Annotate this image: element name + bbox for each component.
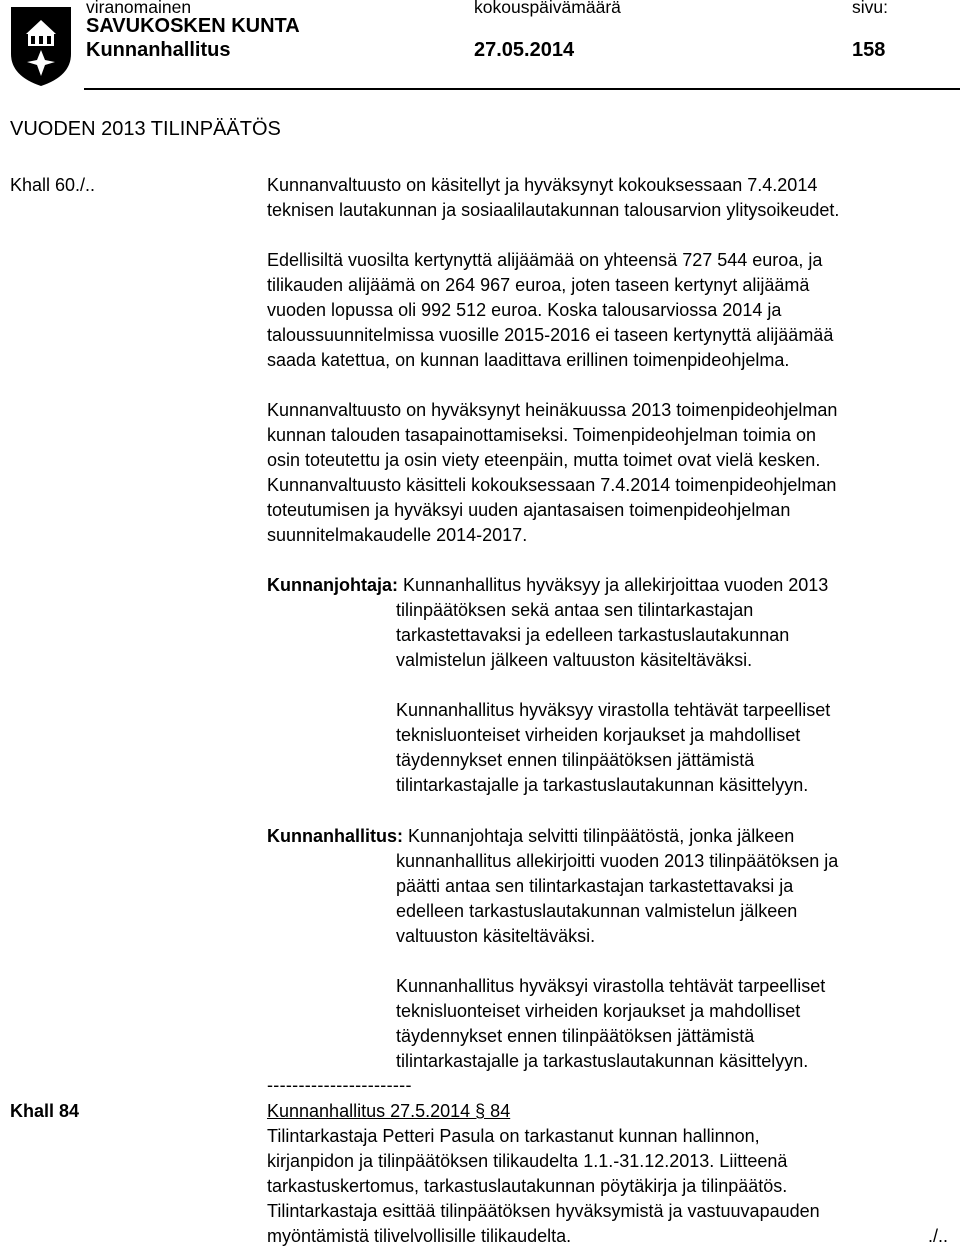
text-line: kunnanhallitus allekirjoitti vuoden 2013 tilinpäätöksen ja [396,851,839,871]
section-divider: ----------------------- [267,1075,412,1095]
header-label-viranomainen: viranomainen [86,0,192,17]
text-line: Kunnanhallitus hyväksyi virastolla tehtävät tarpeelliset [396,976,826,996]
text-line: tarkastuskertomus, tarkastuslautakunnan pöytäkirja ja tilinpäätös. [267,1176,788,1196]
kunnanjohtaja-proposal-first-line [267,573,828,598]
kunnanhallitus-decision-corrections [396,974,956,1074]
text-line: tilintarkastajalle ja tarkastuslautakunnan käsittelyyn. [396,1051,809,1071]
text-line: toteutumisen ja hyväksyi uuden ajantasaisen toimenpideohjelman [267,500,791,520]
municipality-coat-of-arms [8,4,74,88]
text-line: Tilintarkastaja Petteri Pasula on tarkastanut kunnan hallinnon, [267,1126,760,1146]
text-line: teknisluonteiset virheiden korjaukset ja mahdolliset [396,1001,801,1021]
meeting-date: 27.05.2014 [474,39,575,61]
khall60-text [267,173,957,223]
text-line: Kunnanvaltuusto käsitteli kokouksessaan 7.4.2014 toimenpideohjelman [267,475,837,495]
text-line: tarkastettavaksi ja edelleen tarkastuslautakunnan [396,625,790,645]
kunnanjohtaja-proposal [396,598,956,673]
text-line: teknisen lautakunnan ja sosiaalilautakunnan talousarvion ylitysoikeudet. [267,200,840,220]
header-divider [84,88,960,90]
text-line: edelleen tarkastuslautakunnan valmistelun jälkeen [396,901,798,921]
text-line: saada katettua, on kunnan laadittava erillinen toimenpideohjelma. [267,350,790,370]
continues-marker: ./.. [928,1226,949,1246]
text-line: valmistelun jälkeen valtuuston käsiteltäväksi. [396,650,753,670]
section-title: VUODEN 2013 TILINPÄÄTÖS [10,118,281,140]
text-line: Tilintarkastaja esittää tilinpäätöksen hyväksymistä ja vastuuvapauden [267,1201,820,1221]
page-number: 158 [852,39,886,61]
paragraph-action-plan [267,398,957,548]
text-line: tilinpäätöksen sekä antaa sen tilintarkastajan [396,600,754,620]
text-line: Kunnanvaltuusto on hyväksynyt heinäkuussa 2013 toimenpideohjelman [267,400,838,420]
text-line: Edellisiltä vuosilta kertynyttä alijäämää on yhteensä 727 544 euroa, ja [267,250,823,270]
text-line: Kunnanvaltuusto on käsitellyt ja hyväksynyt kokouksessaan 7.4.2014 [267,175,818,195]
text-line: päätti antaa sen tilintarkastajan tarkastettavaksi ja [396,876,794,896]
text-line: kirjanpidon ja tilinpäätöksen tilikaudelta 1.1.-31.12.2013. Liitteenä [267,1151,788,1171]
paragraph-deficit [267,248,957,373]
text-line: täydennykset ennen tilinpäätöksen jättämistä [396,750,755,770]
kunnanjohtaja-label: Kunnanjohtaja: [267,575,398,595]
kunnanhallitus-decision [396,849,956,949]
khall84-heading: Kunnanhallitus 27.5.2014 § 84 [267,1101,511,1121]
text-line: täydennykset ennen tilinpäätöksen jättämistä [396,1026,755,1046]
text-line: valtuuston käsiteltäväksi. [396,926,596,946]
header-label-sivu: sivu: [852,0,888,17]
text-line: Kunnanjohtaja selvitti tilinpäätöstä, jonka jälkeen [408,826,795,846]
text-line: Kunnanhallitus hyväksyy ja allekirjoittaa vuoden 2013 [403,575,829,595]
kunnanhallitus-decision-first-line [267,824,794,849]
text-line: tilikauden alijäämä on 264 967 euroa, joten taseen kertynyt alijäämä [267,275,810,295]
kunnanhallitus-label: Kunnanhallitus: [267,826,403,846]
text-line: kunnan talouden tasapainottamiseksi. Toimenpideohjelman toimia on [267,425,817,445]
text-line: Kunnanhallitus hyväksyy virastolla tehtävät tarpeelliset [396,700,831,720]
organization-name: SAVUKOSKEN KUNTA [86,15,300,37]
text-line: osin toteutettu ja osin viety eteenpäin, mutta toimet ovat vielä kesken. [267,450,821,470]
kunnanjohtaja-proposal-corrections [396,698,956,798]
text-line: taloussuunnitelmissa vuosille 2015-2016 ei taseen kertynyttä alijäämää [267,325,834,345]
text-line: teknisluonteiset virheiden korjaukset ja mahdolliset [396,725,801,745]
text-line: suunnitelmakaudelle 2014-2017. [267,525,528,545]
header-label-kokouspaivamaara: kokouspäivämäärä [474,0,621,17]
khall84-reference: Khall 84 [10,1101,80,1121]
text-line: tilintarkastajalle ja tarkastuslautakunnan käsittelyyn. [396,775,809,795]
khall84-last-line: myöntämistä tilivelvollisille tilikaudelta. [267,1226,572,1246]
khall84-text [267,1099,957,1224]
text-line: vuoden lopussa oli 992 512 euroa. Koska talousarviossa 2014 ja [267,300,782,320]
meeting-body: Kunnanhallitus [86,39,231,61]
khall60-reference: Khall 60./.. [10,175,96,195]
